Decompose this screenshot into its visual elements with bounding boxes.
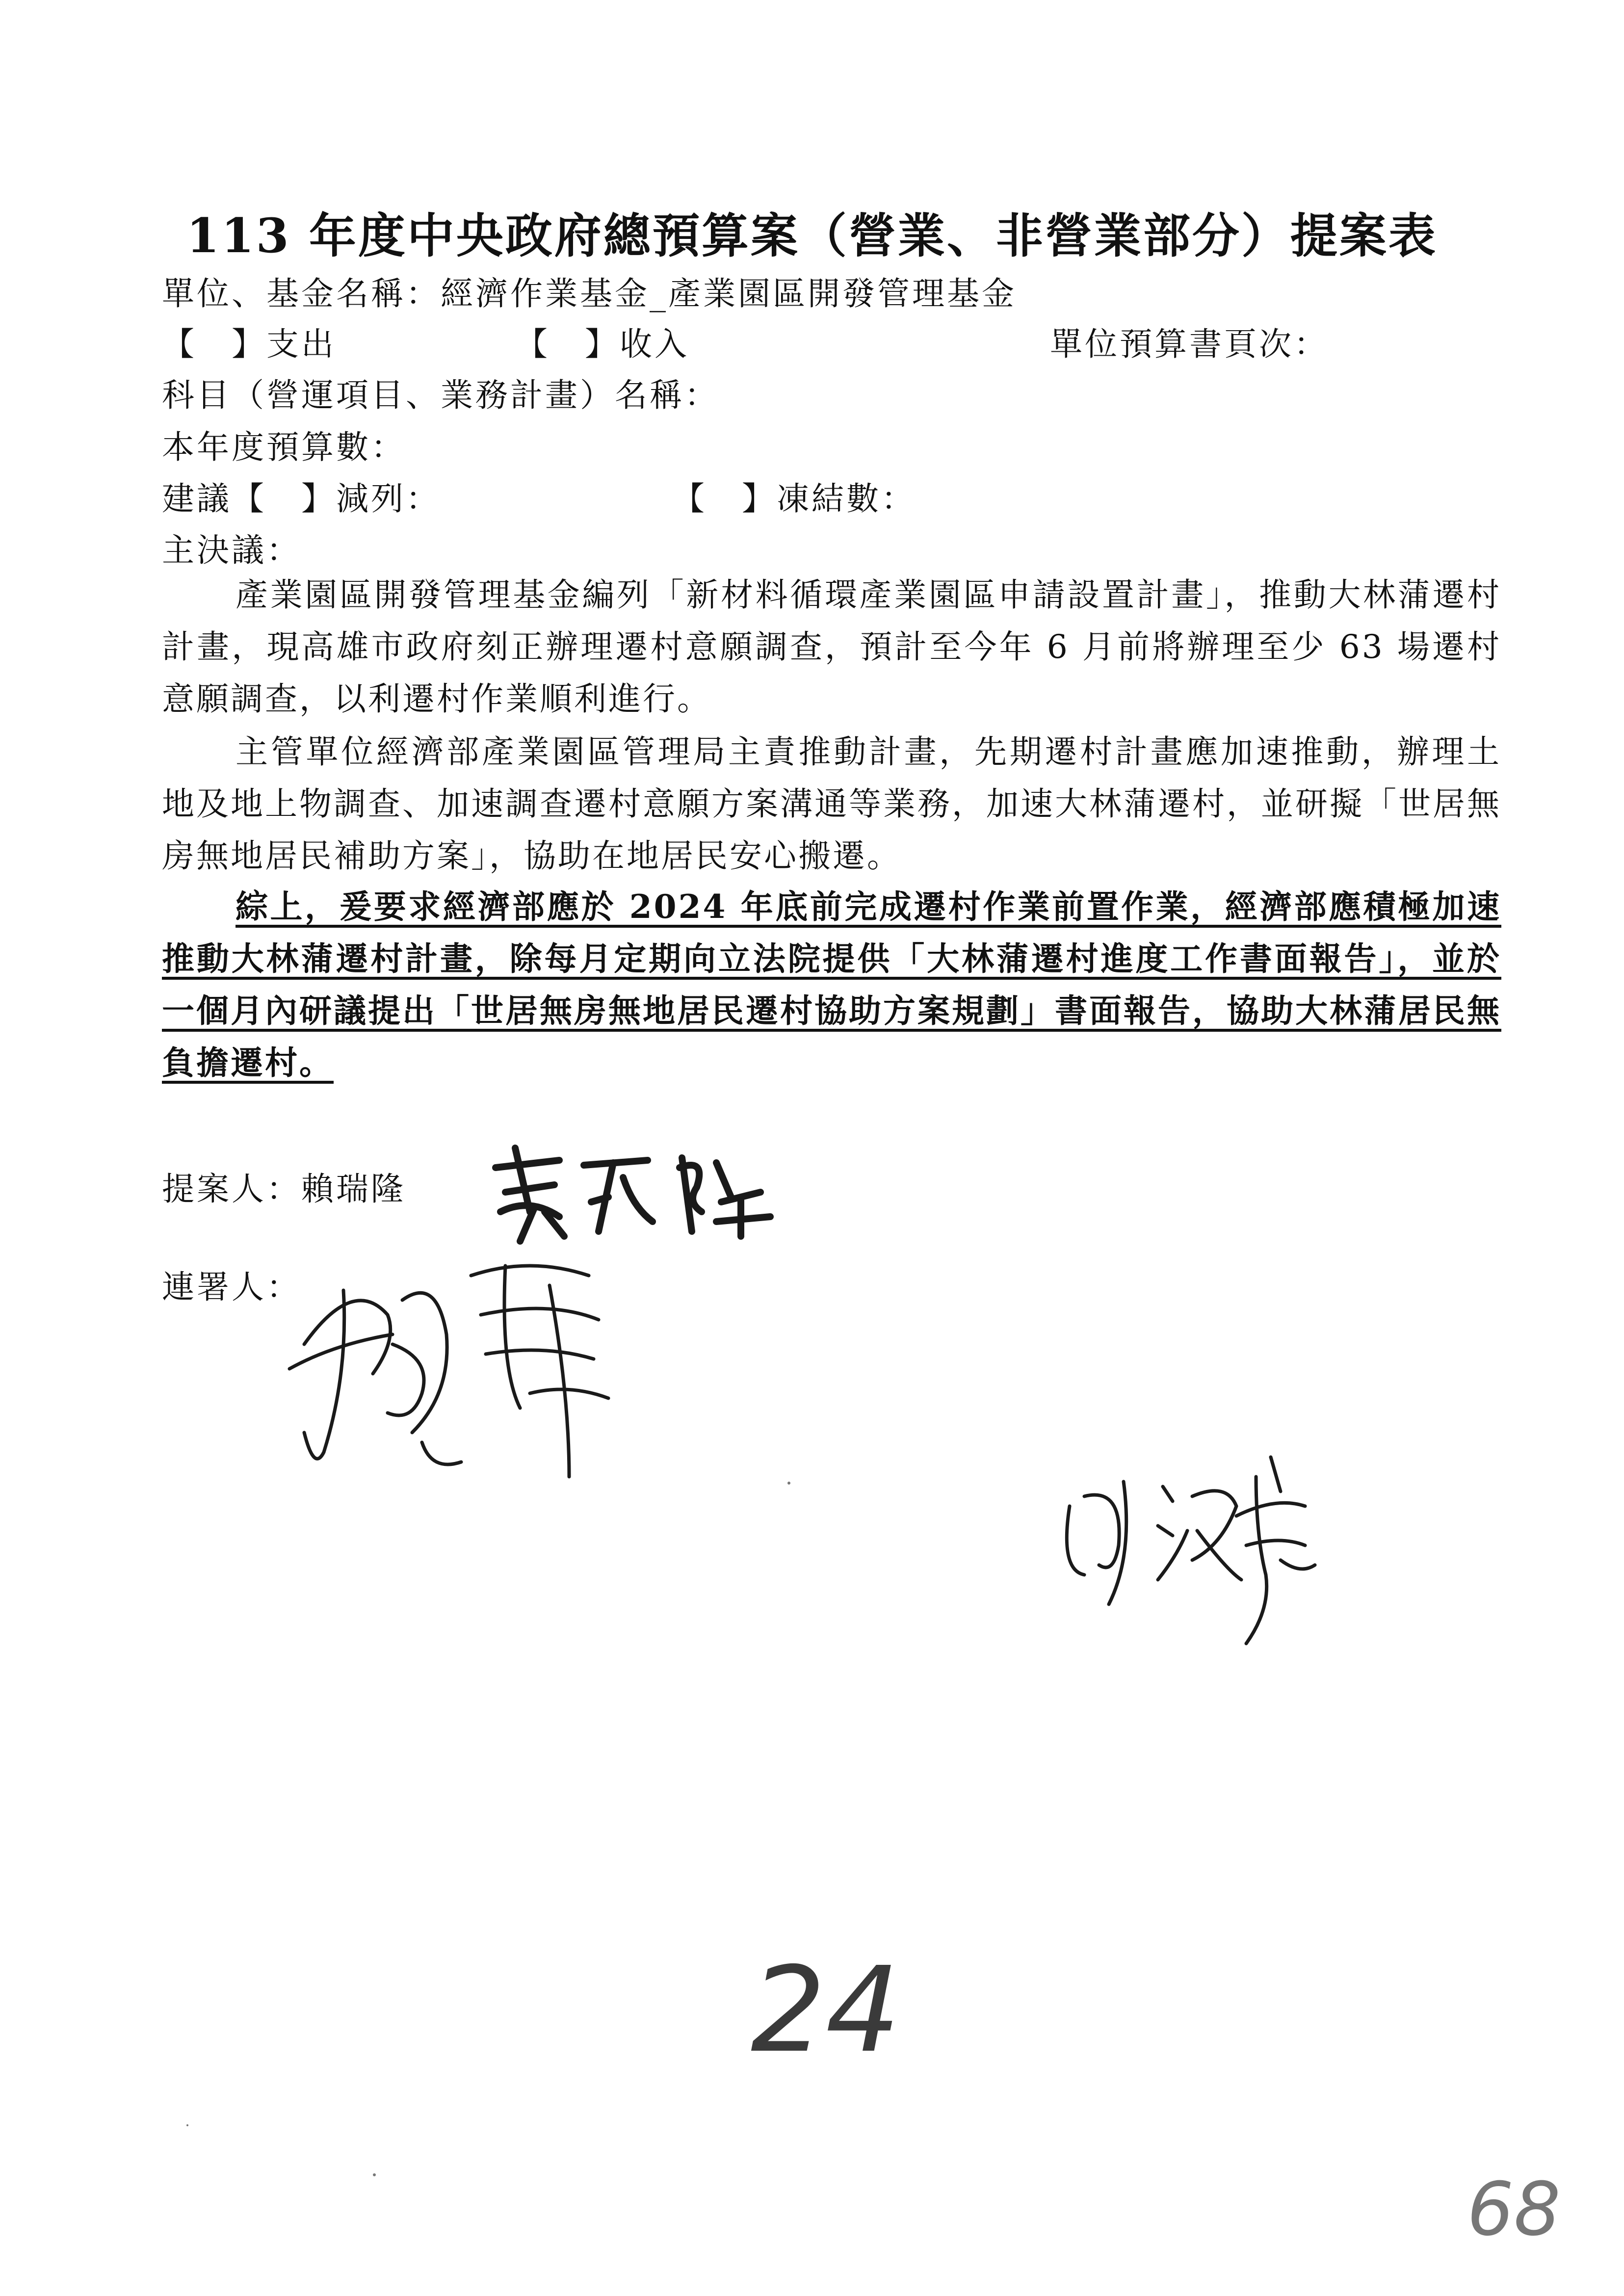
- paragraph-1: 產業園區開發管理基金編列「新材料循環產業園區申請設置計畫」，推動大林蒲遷村計畫，現高雄市政府刻正辦理遷村意願調查，預計至今年 6 月前將辦理至少 63 場遷村意願調查，以利遷村作業順利進行。: [162, 576, 1501, 718]
- scan-speck: [373, 2173, 376, 2176]
- freeze-amount-label: 【 】凍結數：: [672, 480, 916, 518]
- suggest-reduce-label: 建議【 】減列：: [162, 480, 441, 518]
- proposer-signature: [486, 1138, 780, 1251]
- unit-fund-name: 單位、基金名稱：經濟作業基金_產業園區開發管理基金: [162, 275, 1017, 313]
- proposer-label: 提案人：賴瑞隆: [162, 1170, 406, 1208]
- paragraph-3-conclusion: [162, 881, 1501, 1089]
- current-budget-label: 本年度預算數：: [162, 428, 406, 466]
- handwritten-corner-number-text: 68: [1467, 2167, 1561, 2252]
- handwritten-page-number: [751, 1941, 913, 2079]
- cosigner-signature-1: [275, 1246, 628, 1482]
- budget-page-label: 單位預算書頁次：: [1050, 325, 1329, 363]
- paragraph-2: 主管單位經濟部產業園區管理局主責推動計畫，先期遷村計畫應加速推動，辦理土地及地上物調查、加速調查遷村意願方案溝通等業務，加速大林蒲遷村，並研擬「世居無房無地居民補助方案」，協助在地居民安心搬遷。: [162, 733, 1501, 875]
- document-title: 113 年度中央政府總預算案（營業、非營業部分）提案表: [186, 208, 1438, 263]
- handwritten-corner-number: [1467, 2167, 1575, 2252]
- subject-name-label: 科目（營運項目、業務計畫）名稱：: [162, 376, 719, 414]
- scan-speck: [186, 2124, 188, 2126]
- handwritten-page-number-text: 24: [751, 1941, 901, 2079]
- cosigner-signature-2: [1050, 1447, 1325, 1653]
- conclusion-text: 綜上，爰要求經濟部應於 2024 年底前完成遷村作業前置作業，經濟部應積極加速推動大林蒲遷村計畫，除每月定期向立法院提供「大林蒲遷村進度工作書面報告」，並於一個月內研議提出「世居無房無地居民遷村協助方案規劃」書面報告，協助大林蒲居民無負擔遷村。: [162, 887, 1501, 1082]
- main-resolution-label: 主決議：: [162, 531, 301, 569]
- expense-checkbox-label: 【 】支出: [162, 325, 336, 363]
- income-checkbox-label: 【 】收入: [515, 325, 689, 363]
- cosigner-label: 連署人：: [162, 1268, 301, 1306]
- scan-speck: [787, 1482, 790, 1485]
